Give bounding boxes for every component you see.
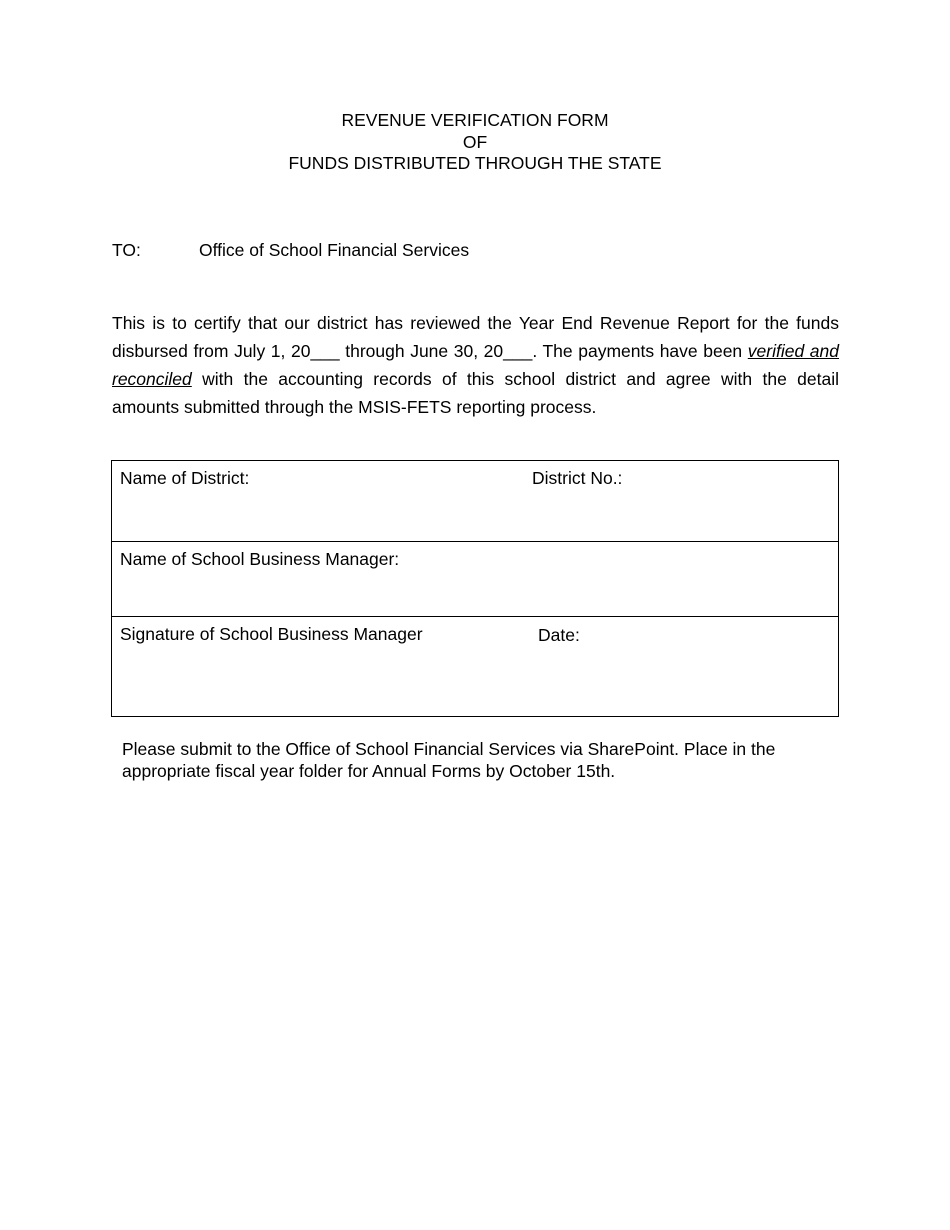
title-line-1: REVENUE VERIFICATION FORM [341, 110, 609, 130]
recipient-value: Office of School Financial Services [199, 240, 470, 260]
form-title [0, 110, 950, 175]
recipient-row [112, 239, 469, 261]
district-number-field[interactable]: District No.: [532, 468, 623, 488]
manager-name-row [112, 542, 838, 617]
certification-text-after: with the accounting records of this school district and agree with the detail amounts submitted through the MSIS-FETS reporting process. [112, 369, 839, 417]
certification-text-before: This is to certify that our district has reviewed the Year End Revenue Report for the funds disbursed from July 1, 20___ through June 30, 20___. The payments have been [112, 313, 839, 361]
manager-name-field[interactable]: Name of School Business Manager: [120, 549, 400, 569]
signature-field[interactable]: Signature of School Business Manager [120, 624, 423, 644]
district-info-table [111, 460, 839, 717]
certification-paragraph [112, 309, 839, 421]
submission-note: Please submit to the Office of School Financial Services via SharePoint. Place in the appropriate fiscal year folder for Annual Forms by October 15th. [122, 739, 776, 781]
certification-emphasis: verified and reconciled [112, 341, 839, 389]
title-line-3: FUNDS DISTRIBUTED THROUGH THE STATE [288, 153, 662, 173]
district-name-field[interactable]: Name of District: [120, 468, 250, 488]
date-field[interactable]: Date: [538, 625, 580, 645]
signature-row [112, 617, 838, 716]
district-row [112, 461, 838, 542]
title-line-2: OF [462, 131, 488, 152]
recipient-label: TO: [112, 240, 141, 260]
